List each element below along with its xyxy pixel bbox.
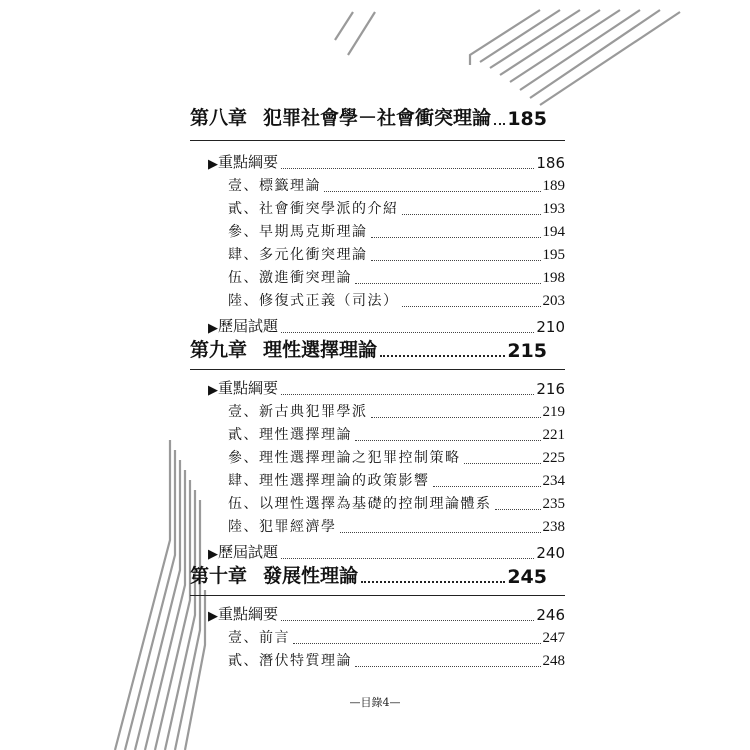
section-entry[interactable] — [228, 443, 565, 467]
entry-label: 貳、潛伏特質理論 — [228, 653, 352, 669]
page-number: 194 — [542, 224, 565, 240]
dot-leader — [281, 393, 534, 395]
page-number: 198 — [542, 270, 565, 286]
entry-label: 參、理性選擇理論之犯罪控制策略 — [228, 450, 461, 466]
section-entry[interactable] — [228, 286, 565, 310]
outline-entry[interactable] — [208, 374, 565, 398]
dot-leader — [402, 213, 541, 215]
page-number: 219 — [542, 404, 565, 420]
dot-leader — [464, 462, 541, 464]
entry-label: 參、早期馬克斯理論 — [228, 224, 368, 240]
arrow-right-icon: ▶ — [208, 157, 218, 172]
chapter-number: 第九章 — [190, 339, 248, 361]
dot-leader — [355, 282, 541, 284]
section-entry[interactable] — [228, 217, 565, 241]
chapter-rule — [190, 369, 565, 370]
page-number: 195 — [542, 247, 565, 263]
section-entry[interactable] — [228, 623, 565, 647]
entry-label: 貳、理性選擇理論 — [228, 427, 352, 443]
section-entry[interactable] — [228, 263, 565, 287]
dot-leader — [340, 531, 541, 533]
chapter-entry-9[interactable] — [190, 338, 547, 362]
page-number: 240 — [536, 544, 565, 562]
page-footer: —目錄4— — [349, 696, 401, 709]
arrow-right-icon: ▶ — [208, 547, 218, 562]
page-number: 235 — [542, 496, 565, 512]
dot-leader — [371, 236, 541, 238]
arrow-right-icon: ▶ — [208, 609, 218, 624]
exams-entry[interactable] — [208, 538, 565, 562]
dot-leader — [324, 190, 541, 192]
entry-label: 歷屆試題 — [218, 317, 279, 335]
section-entry[interactable] — [228, 397, 565, 421]
page-number: 186 — [536, 154, 565, 172]
dot-leader — [380, 354, 505, 357]
entry-label: 伍、激進衝突理論 — [228, 270, 352, 286]
dot-leader — [293, 642, 541, 644]
entry-label: 重點綱要 — [218, 605, 279, 623]
dot-leader — [361, 580, 505, 583]
dot-leader — [281, 331, 534, 333]
dot-leader — [402, 305, 541, 307]
page-number: 215 — [507, 340, 547, 362]
chapter-number: 第十章 — [190, 565, 248, 587]
page-number: 193 — [542, 201, 565, 217]
section-entry[interactable] — [228, 194, 565, 218]
chapter-rule — [190, 595, 565, 596]
page-number: 247 — [542, 630, 565, 646]
dot-leader — [494, 122, 505, 125]
entry-label: 貳、社會衝突學派的介紹 — [228, 201, 399, 217]
entry-label: 陸、修復式正義（司法） — [228, 293, 399, 309]
page-number: 225 — [542, 450, 565, 466]
dot-leader — [495, 508, 541, 510]
dot-leader — [281, 167, 534, 169]
chapter-title: 理性選擇理論 — [263, 339, 378, 361]
arrow-right-icon: ▶ — [208, 383, 218, 398]
chapter-entry-8[interactable] — [190, 106, 547, 130]
entry-label: 壹、標籤理論 — [228, 178, 321, 194]
section-entry[interactable] — [228, 420, 565, 444]
dot-leader — [281, 619, 534, 621]
page-number: 238 — [542, 519, 565, 535]
dot-leader — [371, 259, 541, 261]
dot-leader — [355, 665, 541, 667]
section-entry[interactable] — [228, 171, 565, 195]
page-number: 203 — [542, 293, 565, 309]
arrow-right-icon: ▶ — [208, 321, 218, 336]
page-number: 248 — [542, 653, 565, 669]
page-number: 189 — [542, 178, 565, 194]
page-number: 221 — [542, 427, 565, 443]
dot-leader — [281, 557, 534, 559]
entry-label: 肆、理性選擇理論的政策影響 — [228, 473, 430, 489]
dot-leader — [433, 485, 541, 487]
chapter-title: 犯罪社會學－社會衝突理論 — [263, 107, 492, 129]
section-entry[interactable] — [228, 512, 565, 536]
outline-entry[interactable] — [208, 148, 565, 172]
entry-label: 伍、以理性選擇為基礎的控制理論體系 — [228, 496, 492, 512]
page-number: 234 — [542, 473, 565, 489]
section-entry[interactable] — [228, 466, 565, 490]
entry-label: 重點綱要 — [218, 153, 279, 171]
outline-entry[interactable] — [208, 600, 565, 624]
section-entry[interactable] — [228, 240, 565, 264]
dot-leader — [355, 439, 541, 441]
entry-label: 壹、前言 — [228, 630, 290, 646]
entry-label: 肆、多元化衝突理論 — [228, 247, 368, 263]
section-entry[interactable] — [228, 489, 565, 513]
exams-entry[interactable] — [208, 312, 565, 336]
page-number: 216 — [536, 380, 565, 398]
section-entry[interactable] — [228, 646, 565, 670]
chapter-rule — [190, 140, 565, 141]
page-number: 210 — [536, 318, 565, 336]
entry-label: 壹、新古典犯罪學派 — [228, 404, 368, 420]
page-number: 246 — [536, 606, 565, 624]
entry-label: 陸、犯罪經濟學 — [228, 519, 337, 535]
dot-leader — [371, 416, 541, 418]
chapter-title: 發展性理論 — [263, 565, 359, 587]
entry-label: 重點綱要 — [218, 379, 279, 397]
page-number: 185 — [507, 108, 547, 130]
entry-label: 歷屆試題 — [218, 543, 279, 561]
page-number: 245 — [507, 566, 547, 588]
chapter-entry-10[interactable] — [190, 564, 547, 588]
chapter-number: 第八章 — [190, 107, 248, 129]
